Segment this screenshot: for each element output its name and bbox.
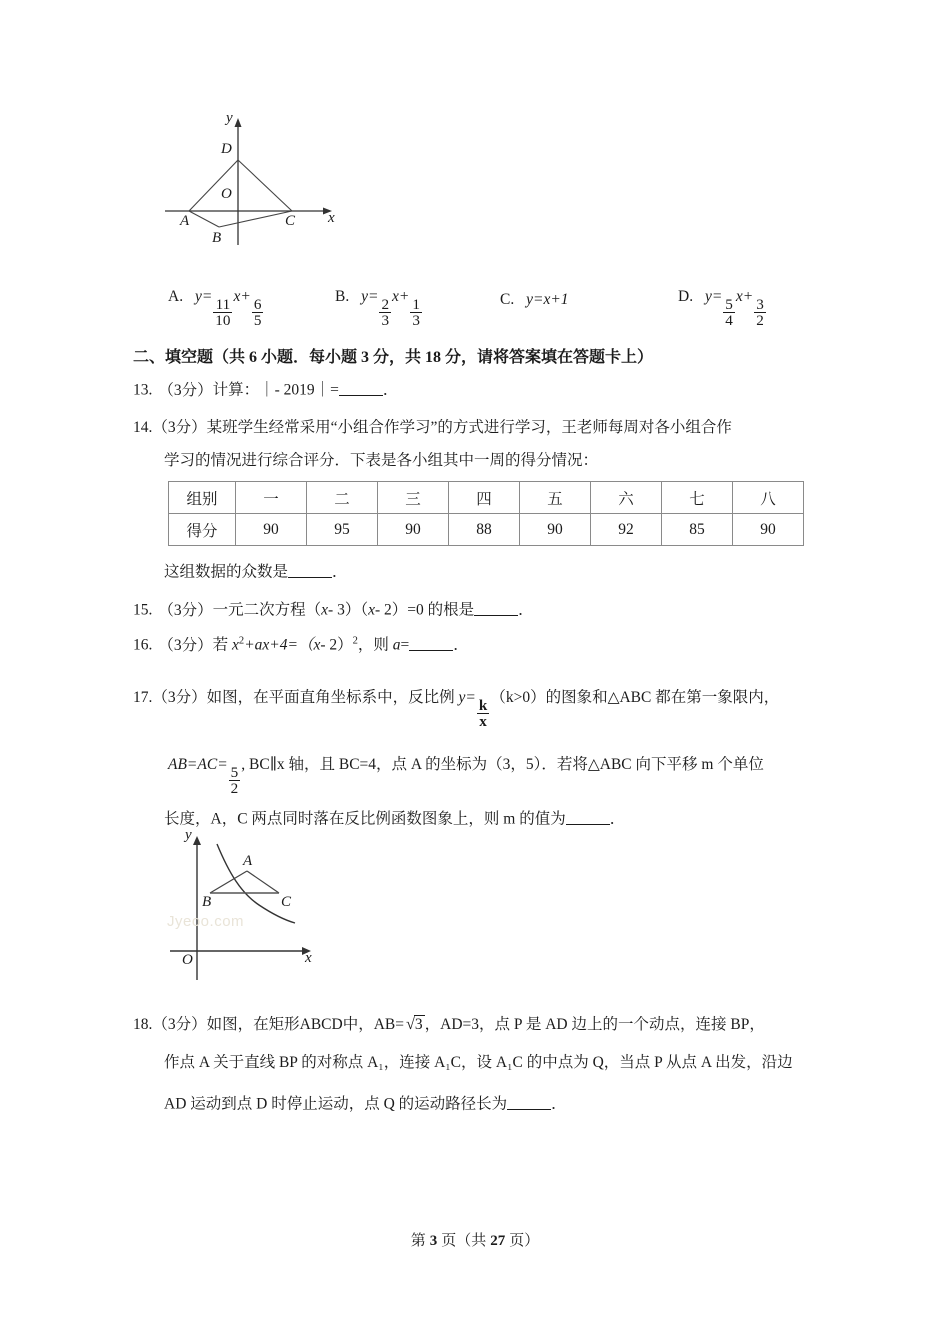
choice-c-key: C. bbox=[500, 291, 515, 308]
q14-line2-text: 学习的情况进行综合评分．下表是各小组其中一周的得分情况： bbox=[164, 452, 599, 469]
q14-line3-tail: ． bbox=[332, 563, 348, 581]
q15-mid2: - 2）=0 的根是 bbox=[374, 601, 475, 619]
table-cell-score-1: 90 bbox=[236, 514, 307, 546]
table-cell-group-3: 三 bbox=[378, 482, 449, 514]
table-cell-group-8: 八 bbox=[733, 482, 804, 514]
choice-a-key: A. bbox=[168, 288, 184, 305]
choice-d-num1: 5 bbox=[725, 296, 733, 314]
q15-var1: x bbox=[321, 601, 329, 619]
footer-middle: 页（共 bbox=[441, 1233, 487, 1249]
coordinate-plane-svg bbox=[160, 112, 360, 252]
q14-answer-blank[interactable] bbox=[288, 563, 332, 578]
choice-b-num2: 1 bbox=[412, 296, 420, 314]
q15-var2: x bbox=[368, 601, 375, 619]
question-15 bbox=[133, 601, 534, 618]
question-17-line2 bbox=[168, 757, 764, 796]
choice-c-y: y= bbox=[526, 291, 544, 308]
question-14-line2 bbox=[164, 453, 598, 469]
q16-sup2: 2 bbox=[352, 635, 358, 647]
table-cell-score-5: 90 bbox=[520, 514, 591, 546]
choice-b[interactable] bbox=[335, 289, 423, 328]
q17-line1-pre: 如图，在平面直角坐标系中，反比例 bbox=[206, 689, 459, 706]
q14-line1: 某班学生经常采用“小组合作学习”的方式进行学习，王老师每周对各小组合作 bbox=[206, 419, 732, 436]
q16-tail: ． bbox=[453, 636, 469, 654]
q17-line2-mid: , BC∥x 轴，且 BC=4，点 A 的坐标为（3，5）．若将△ABC 向下平移 m 个单位 bbox=[241, 756, 764, 773]
choice-d[interactable] bbox=[678, 289, 767, 328]
q17-number: 17. bbox=[133, 689, 153, 706]
q15-tail: ． bbox=[518, 601, 534, 619]
table-row-groups bbox=[169, 482, 804, 514]
choice-d-num2: 3 bbox=[756, 296, 764, 314]
q14-line3-pre: 这组数据的众数是 bbox=[164, 563, 289, 581]
q15-score: （3分） bbox=[158, 601, 213, 619]
table-cell-group-1: 一 bbox=[236, 482, 307, 514]
choice-a-y: y= bbox=[194, 288, 213, 305]
q16-then: ，则 bbox=[357, 636, 393, 654]
choice-b-mid: x+ bbox=[392, 288, 410, 305]
q17-line3-pre: 长度，A，C 两点同时落在反比例函数图象上，则 m 的值为 bbox=[164, 810, 566, 828]
q15-mid1: - 3）（ bbox=[328, 601, 369, 619]
q16-var-a: a bbox=[392, 636, 401, 654]
figure2-label-C: C bbox=[281, 894, 292, 910]
q17-frac2-num: 5 bbox=[230, 764, 239, 782]
q13-text: 计算：｜- 2019｜= bbox=[212, 381, 339, 399]
q18-line3-tail: ． bbox=[551, 1095, 567, 1113]
footer-prefix: 第 bbox=[410, 1233, 426, 1249]
q13-number: 13. bbox=[133, 381, 153, 399]
q14-score: （3分） bbox=[152, 419, 207, 436]
q15-pre: 一元二次方程（ bbox=[212, 601, 322, 619]
table-cell-group-2: 二 bbox=[307, 482, 378, 514]
q17-score: （3分） bbox=[152, 689, 207, 706]
footer-total-pages: 27 bbox=[490, 1233, 506, 1249]
q18-number: 18. bbox=[133, 1016, 153, 1033]
table-cell-group-5: 五 bbox=[520, 482, 591, 514]
table-cell-group-7: 七 bbox=[662, 482, 733, 514]
choice-a-mid: x+ bbox=[233, 288, 251, 305]
q16-x2: x bbox=[313, 636, 321, 654]
q18-answer-blank[interactable] bbox=[507, 1095, 551, 1110]
q16-x: x bbox=[232, 636, 239, 654]
table-cell-group-6: 六 bbox=[591, 482, 662, 514]
figure2-label-B: B bbox=[202, 894, 212, 910]
figure-label-A: A bbox=[180, 213, 190, 229]
q17-frac2-den: 2 bbox=[230, 780, 239, 798]
q16-mid2: - 2） bbox=[320, 636, 353, 654]
figure2-label-A: A bbox=[243, 853, 253, 869]
question-14-line1 bbox=[133, 420, 732, 436]
figure2-label-y: y bbox=[185, 827, 192, 843]
choice-d-y: y= bbox=[704, 288, 723, 305]
table-row-scores bbox=[169, 514, 804, 546]
choice-a-num2: 6 bbox=[253, 296, 262, 314]
choice-b-den2: 3 bbox=[412, 312, 420, 330]
table-cell-score-4: 88 bbox=[449, 514, 520, 546]
figure-label-C: C bbox=[285, 213, 296, 229]
footer-page-number: 3 bbox=[429, 1233, 438, 1249]
q17-y-equals: y= bbox=[458, 689, 476, 706]
choice-d-mid: x+ bbox=[735, 288, 754, 305]
choice-a-num1: 11 bbox=[215, 296, 231, 314]
q18-line1-post: ，AD=3，点 P 是 AD 边上的一个动点，连接 BP， bbox=[424, 1016, 765, 1033]
figure2-label-O: O bbox=[182, 952, 193, 968]
q18-score: （3分） bbox=[152, 1016, 207, 1033]
q17-frac-den: x bbox=[479, 713, 487, 731]
q13-answer-blank[interactable] bbox=[339, 381, 383, 396]
question-17-line1 bbox=[133, 690, 779, 729]
figure-label-x: x bbox=[328, 210, 335, 226]
figure-label-y: y bbox=[226, 110, 233, 126]
table-cell-group-4: 四 bbox=[449, 482, 520, 514]
question-18-line3 bbox=[164, 1095, 567, 1112]
q15-number: 15. bbox=[133, 601, 153, 619]
choice-c[interactable] bbox=[500, 292, 569, 308]
choice-a-den2: 5 bbox=[253, 312, 262, 330]
q16-number: 16. bbox=[133, 636, 153, 654]
question-18-line2 bbox=[164, 1055, 793, 1071]
table-cell-score-8: 90 bbox=[733, 514, 804, 546]
q16-score: （3分） bbox=[158, 636, 213, 654]
table-header-score: 得分 bbox=[169, 514, 236, 546]
q15-answer-blank[interactable] bbox=[474, 601, 518, 616]
q14-number: 14. bbox=[133, 419, 153, 436]
choice-d-den1: 4 bbox=[725, 312, 733, 330]
table-header-group: 组别 bbox=[169, 482, 236, 514]
table-cell-score-7: 85 bbox=[662, 514, 733, 546]
choice-b-key: B. bbox=[335, 288, 350, 305]
question-13 bbox=[133, 381, 398, 398]
figure2-label-x: x bbox=[305, 950, 312, 966]
choice-b-num1: 2 bbox=[381, 296, 390, 314]
figure-watermark: Jyeoo.com bbox=[167, 913, 245, 930]
question17-figure bbox=[155, 825, 405, 990]
table-cell-score-2: 95 bbox=[307, 514, 378, 546]
choice-b-y: y= bbox=[361, 288, 379, 305]
q17-line2-pre: AB=AC= bbox=[168, 756, 228, 773]
q17-frac-num: k bbox=[478, 697, 488, 715]
score-table bbox=[168, 481, 804, 546]
question-14-line3 bbox=[164, 563, 348, 580]
q18-line1-pre: 如图，在矩形ABCD中，AB= bbox=[206, 1016, 404, 1033]
q16-eq: = bbox=[400, 636, 410, 654]
choice-a-den1: 10 bbox=[215, 312, 231, 330]
figure-label-D: D bbox=[221, 141, 232, 157]
q16-sup: 2 bbox=[238, 635, 245, 647]
table-cell-score-3: 90 bbox=[378, 514, 449, 546]
question-16 bbox=[133, 636, 469, 653]
figure-label-B: B bbox=[212, 230, 222, 246]
q17-answer-blank[interactable] bbox=[566, 810, 610, 825]
footer-suffix: 页） bbox=[509, 1233, 540, 1249]
choice-d-den2: 2 bbox=[756, 312, 764, 330]
q18-sqrt-body: 3 bbox=[414, 1016, 423, 1033]
page-footer bbox=[0, 1229, 950, 1250]
q16-pre: 若 bbox=[212, 636, 233, 654]
figure-label-O: O bbox=[221, 186, 232, 202]
q17-line1-post: （k>0）的图象和△ABC 都在第一象限内， bbox=[490, 689, 780, 706]
choice-c-expr: x+1 bbox=[543, 291, 569, 308]
q18-line3-pre: AD 运动到点 D 时停止运动，点 Q 的运动路径长为 bbox=[164, 1095, 508, 1113]
q13-tail: ． bbox=[382, 381, 399, 399]
table-cell-score-6: 92 bbox=[591, 514, 662, 546]
section-heading: 二、填空题（共 6 小题．每小题 3 分，共 18 分，请将答案填在答题卡上） bbox=[133, 349, 654, 366]
q18-line2-text: 作点 A 关于直线 BP 的对称点 A₁，连接 A₁C，设 A₁C 的中点为 Q，当点 P 从点 A 出发，沿边 bbox=[164, 1054, 793, 1071]
q17-line3-tail: ． bbox=[609, 810, 626, 828]
question12-figure bbox=[160, 112, 360, 252]
question-18-line1: 18.（3分）如图，在矩形ABCD中，AB= √3 ，AD=3，点 P 是 AD 边上的一个动点，连接 BP， bbox=[133, 1015, 765, 1033]
q16-mid: +ax+4=（ bbox=[244, 636, 314, 654]
choice-b-den1: 3 bbox=[381, 312, 390, 330]
q13-score: （3分） bbox=[158, 381, 213, 399]
q16-answer-blank[interactable] bbox=[409, 636, 453, 651]
choice-a[interactable] bbox=[168, 289, 264, 328]
choice-d-key: D. bbox=[678, 288, 694, 305]
